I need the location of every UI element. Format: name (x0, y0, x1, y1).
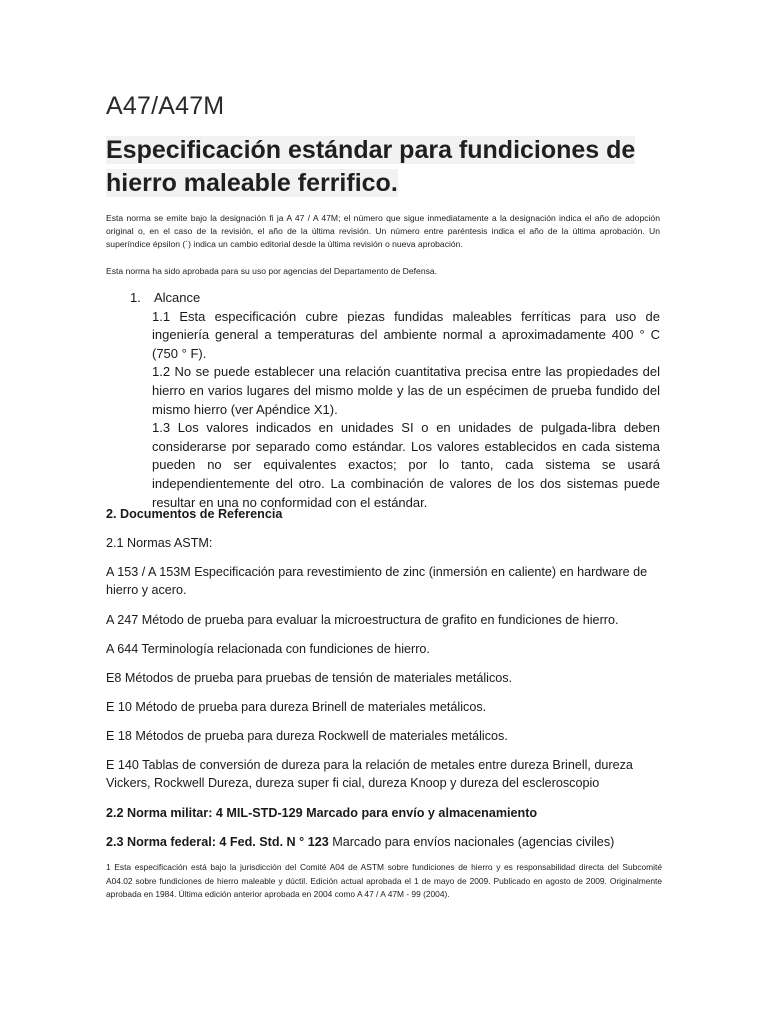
scope-paragraph-1-2: 1.2 No se puede establecer una relación cuantitativa precisa entre las propiedades del hierro en varios lugares del mismo molde y las de un espécimen de prueba fundido del mismo hierro (ver Apéndice X1). (152, 364, 660, 417)
scope-heading-text: Alcance (154, 290, 201, 305)
astm-standards-heading: 2.1 Normas ASTM: (106, 536, 213, 550)
federal-standard-text: Marcado para envíos nacionales (agencias civiles) (328, 835, 615, 849)
scope-paragraph-1-1: 1.1 Esta especificación cubre piezas fundidas maleables ferríticas para uso de ingeniería general a temperaturas del ambiente normal a aproximadamente 400 ° C (750 ° F). (152, 308, 660, 361)
scope-section (130, 289, 660, 512)
federal-standard-label: 2.3 Norma federal: 4 Fed. Std. N ° 123 (106, 835, 329, 849)
intro-paragraph-designation: Esta norma se emite bajo la designación fi ja A 47 / A 47M; el número que sigue inmediatamente a la designación indica el año de adopción original o, en el caso de la revisión, el año de la última revisión. Un número entre paréntesis indica el año de la última aprobación. Un superíndice épsilon (´) indica un cambio editorial desde la última revisión o nueva aprobación. (106, 213, 660, 250)
reference-item-e10: E 10 Método de prueba para dureza Brinell de materiales metálicos. (106, 700, 487, 714)
reference-item-a644: A 644 Terminología relacionada con fundiciones de hierro. (106, 642, 430, 656)
scope-paragraph-1-3: 1.3 Los valores indicados en unidades SI o en unidades de pulgada-libra deben considerarse por separado como estándar. Los valores establecidos en cada sistema pueden no ser equivalentes exactos; por lo tanto, cada sistema se usará independientemente del otro. La combinación de valores de los dos sistemas puede resultar en una no conformidad con el estándar. (152, 420, 660, 510)
intro-paragraph-approval: Esta norma ha sido aprobada para su uso por agencias del Departamento de Defensa. (106, 266, 438, 276)
reference-item-a247: A 247 Método de prueba para evaluar la microestructura de grafito en fundiciones de hierro. (106, 613, 619, 627)
reference-item-a153: A 153 / A 153M Especificación para revestimiento de zinc (inmersión en caliente) en hardware de hierro y acero. (106, 565, 648, 598)
document-title (106, 134, 646, 200)
footnote: 1 Esta especificación está bajo la jurisdicción del Comité A04 de ASTM sobre fundiciones de hierro y es responsabilidad directa del Subcomité A04.02 sobre fundiciones de hierro maleable y dúctil. Edición actual aprobada el 1 de mayo de 2009. Publicado en agosto de 2009. Originalmente aprobada en 1984. Última edición anterior aprobada en 2004 como A 47 / A 47M - 99 (2004). (106, 862, 662, 900)
reference-item-e18: E 18 Métodos de prueba para dureza Rockwell de materiales metálicos. (106, 729, 508, 743)
federal-standard (106, 833, 662, 851)
references-heading: 2. Documentos de Referencia (106, 507, 283, 521)
reference-item-e8: E8 Métodos de prueba para pruebas de tensión de materiales metálicos. (106, 671, 513, 685)
reference-item-e140: E 140 Tablas de conversión de dureza para la relación de metales entre dureza Brinell, dureza Vickers, Rockwell Dureza, dureza super fi cial, dureza Knoop y dureza del escleroscopio (106, 758, 633, 791)
scope-heading (130, 289, 660, 308)
document-title-text: Especificación estándar para fundiciones de hierro maleable ferrifico. (106, 136, 636, 197)
scope-number: 1. (130, 290, 141, 305)
document-code: A47/A47M (106, 92, 225, 120)
military-standard: 2.2 Norma militar: 4 MIL-STD-129 Marcado para envío y almacenamiento (106, 806, 538, 820)
